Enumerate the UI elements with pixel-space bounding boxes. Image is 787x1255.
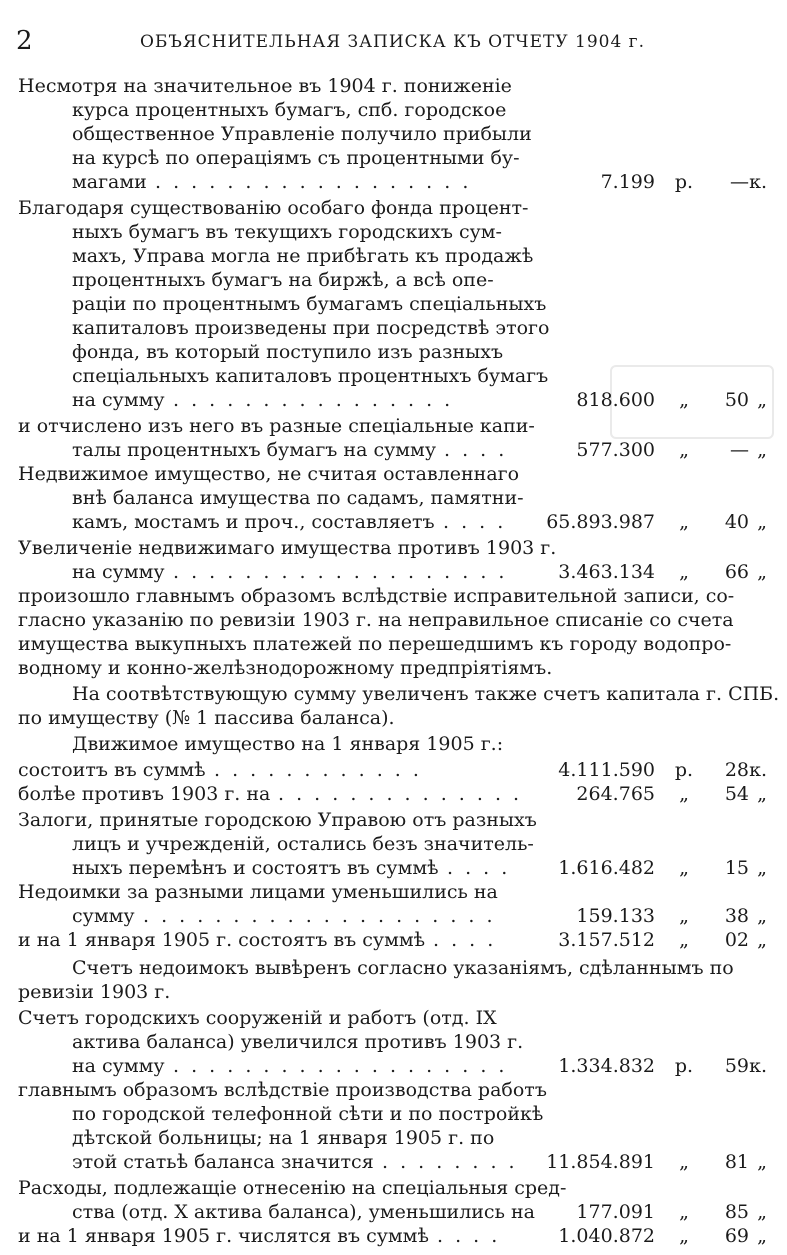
line-text: Движимое имущество на 1 января 1905 г.: [72, 733, 504, 755]
line-text: внѣ баланса имущества по садамъ, памятни- [72, 487, 524, 509]
line-text: махъ, Управа могла не прибѣгать къ продажѣ [72, 245, 534, 267]
text-line [0, 462, 787, 486]
line-text: на сумму [72, 1055, 165, 1077]
line-text: Расходы, подлежащіе отнесенію на спеціальныя сред- [18, 1177, 567, 1199]
line-text: Залоги, принятые городскою Управою отъ разныхъ [18, 809, 537, 831]
unit-kopecks: к. [749, 759, 767, 781]
text-line [0, 388, 787, 412]
text-line [0, 1054, 787, 1078]
amount-kopecks: 50 [724, 389, 749, 411]
amount-rubles: 3.463.134 [558, 561, 655, 583]
line-text: ныхъ бумагъ въ текущихъ городскихъ сум- [72, 221, 502, 243]
text-line [0, 292, 787, 316]
text-line [0, 196, 787, 220]
text-line [0, 928, 787, 952]
unit-rubles: „ [679, 389, 689, 411]
text-line [0, 980, 787, 1004]
text-line [0, 414, 787, 438]
line-text: водному и конно-желѣзнодорожному предпріятіямъ. [18, 657, 553, 679]
line-text: ныхъ перемѣнъ и состоятъ въ суммѣ [72, 857, 439, 879]
dot-leader: . . . . [433, 929, 497, 951]
text-line [0, 732, 787, 756]
text-line [0, 146, 787, 170]
text-line [0, 656, 787, 680]
line-text: этой статьѣ баланса значится [72, 1151, 374, 1173]
unit-rubles: „ [679, 511, 689, 533]
line-text: сумму [72, 905, 135, 927]
line-text: по городской телефонной сѣти и по постройкѣ [72, 1103, 544, 1125]
line-text: имущества выкупныхъ платежей по перешедшимъ къ городу водопро- [18, 633, 732, 655]
text-line [0, 904, 787, 928]
unit-rubles: „ [679, 929, 689, 951]
line-text: Увеличеніе недвижимаго имущества противъ 1903 г. [18, 537, 557, 559]
dot-leader: . . . . . . . . . . . . . . . . [173, 389, 454, 411]
line-text: камъ, мостамъ и проч., составляетъ [72, 511, 435, 533]
text-line [0, 1176, 787, 1200]
text-line [0, 486, 787, 510]
unit-rubles: „ [679, 439, 689, 461]
text-line [0, 74, 787, 98]
amount-rubles: 4.111.590 [558, 759, 655, 781]
amount-kopecks: 54 [724, 783, 749, 805]
line-text: на сумму [72, 389, 165, 411]
unit-rubles: „ [679, 783, 689, 805]
line-text: и отчислено изъ него въ разные спеціальные капи- [18, 415, 535, 437]
line-text: магами [72, 171, 147, 193]
dot-leader: . . . . . . . . . . . . . . [278, 783, 523, 805]
dot-leader: . . . . . . . . . . . . . . . . . . [155, 171, 472, 193]
page-number: 2 [16, 26, 33, 56]
amount-rubles: 577.300 [576, 439, 655, 461]
text-line [0, 782, 787, 806]
text-line [0, 682, 787, 706]
line-text: дѣтской больницы; на 1 января 1905 г. по [72, 1127, 495, 1149]
line-text: талы процентныхъ бумагъ на сумму [72, 439, 436, 461]
text-line [0, 1030, 787, 1054]
amount-rubles: 3.157.512 [558, 929, 655, 951]
amount-kopecks: 38 [724, 905, 749, 927]
unit-kopecks: „ [757, 561, 767, 583]
line-text: главнымъ образомъ вслѣдствіе производства работъ [18, 1079, 547, 1101]
line-text: капиталовъ произведены при посредствѣ этого [72, 317, 550, 339]
unit-rubles: „ [679, 561, 689, 583]
unit-kopecks: „ [757, 905, 767, 927]
text-line [0, 122, 787, 146]
amount-kopecks: 40 [724, 511, 749, 533]
unit-rubles: „ [679, 857, 689, 879]
text-line [0, 510, 787, 534]
text-line [0, 880, 787, 904]
text-line [0, 316, 787, 340]
unit-kopecks: „ [757, 511, 767, 533]
amount-rubles: 818.600 [576, 389, 655, 411]
line-text: ревизіи 1903 г. [18, 981, 171, 1003]
amount-kopecks: — [730, 171, 749, 193]
unit-rubles: р. [674, 759, 694, 781]
line-text: по имуществу (№ 1 пассива баланса). [18, 707, 395, 729]
text-line [0, 1224, 787, 1248]
amount-kopecks: 59 [724, 1055, 749, 1077]
text-line [0, 1078, 787, 1102]
amount-rubles: 65.893.987 [546, 511, 655, 533]
text-line [0, 956, 787, 980]
dot-leader: . . . . [437, 1225, 501, 1247]
line-text: болѣе противъ 1903 г. на [18, 783, 271, 805]
line-text: гласно указанію по ревизіи 1903 г. на неправильное списаніе со счета [18, 609, 734, 631]
text-line [0, 340, 787, 364]
text-line [0, 1150, 787, 1174]
text-line [0, 832, 787, 856]
amount-rubles: 1.616.482 [558, 857, 655, 879]
unit-rubles: „ [679, 1225, 689, 1247]
amount-kopecks: 28 [724, 759, 749, 781]
amount-kopecks: 02 [724, 929, 749, 951]
line-text: и на 1 января 1905 г. числятся въ суммѣ [18, 1225, 429, 1247]
unit-rubles: р. [674, 1055, 694, 1077]
text-line [0, 98, 787, 122]
amount-kopecks: 81 [724, 1151, 749, 1173]
text-line [0, 706, 787, 730]
line-text: процентныхъ бумагъ на биржѣ, а всѣ опе- [72, 269, 494, 291]
amount-rubles: 264.765 [576, 783, 655, 805]
amount-rubles: 159.133 [576, 905, 655, 927]
amount-kopecks: 69 [724, 1225, 749, 1247]
text-line [0, 268, 787, 292]
text-line [0, 632, 787, 656]
amount-kopecks: 85 [724, 1201, 749, 1223]
line-text: Недоимки за разными лицами уменьшились на [18, 881, 498, 903]
amount-rubles: 1.334.832 [558, 1055, 655, 1077]
unit-kopecks: „ [757, 389, 767, 411]
dot-leader: . . . . [444, 439, 508, 461]
line-text: курса процентныхъ бумагъ, спб. городское [72, 99, 507, 121]
dot-leader: . . . . [447, 857, 511, 879]
unit-rubles: р. [674, 171, 694, 193]
line-text: состоитъ въ суммѣ [18, 759, 206, 781]
dot-leader: . . . . . . . . . . . . [214, 759, 422, 781]
line-text: На соотвѣтствующую сумму увеличенъ также счетъ капитала г. СПБ. [72, 683, 780, 705]
unit-kopecks: „ [757, 1225, 767, 1247]
line-text: на курсѣ по операціямъ съ процентными бу- [72, 147, 520, 169]
dot-leader: . . . . . . . . . . . . . . . . . . . [173, 1055, 508, 1077]
unit-kopecks: „ [757, 1201, 767, 1223]
unit-kopecks: „ [757, 439, 767, 461]
line-text: лицъ и учрежденій, остались безъ значитель- [72, 833, 534, 855]
text-line [0, 438, 787, 462]
unit-kopecks: „ [757, 783, 767, 805]
line-text: Благодаря существованію особаго фонда процент- [18, 197, 529, 219]
dot-leader: . . . . [443, 511, 507, 533]
unit-kopecks: „ [757, 1151, 767, 1173]
unit-kopecks: к. [749, 171, 767, 193]
text-line [0, 856, 787, 880]
running-title: ОБЪЯСНИТЕЛЬНАЯ ЗАПИСКА КЪ ОТЧЕТУ 1904 г. [139, 32, 645, 52]
text-line [0, 244, 787, 268]
text-line [0, 1102, 787, 1126]
text-line [0, 1126, 787, 1150]
line-text: общественное Управленіе получило прибыли [72, 123, 532, 145]
amount-kopecks: 66 [724, 561, 749, 583]
line-text: на сумму [72, 561, 165, 583]
amount-rubles: 1.040.872 [558, 1225, 655, 1247]
line-text: спеціальныхъ капиталовъ процентныхъ бумагъ [72, 365, 549, 387]
text-line [0, 758, 787, 782]
unit-kopecks: к. [749, 1055, 767, 1077]
text-line [0, 808, 787, 832]
text-line [0, 608, 787, 632]
text-line [0, 220, 787, 244]
unit-rubles: „ [679, 1151, 689, 1173]
dot-leader: . . . . . . . . . . . . . . . . . . . [173, 561, 508, 583]
line-text: фонда, въ который поступило изъ разныхъ [72, 341, 504, 363]
line-text: раціи по процентнымъ бумагамъ спеціальныхъ [72, 293, 547, 315]
line-text: произошло главнымъ образомъ вслѣдствіе исправительной записи, со- [18, 585, 735, 607]
text-line [0, 560, 787, 584]
line-text: ства (отд. X актива баланса), уменьшились на [72, 1201, 535, 1223]
amount-kopecks: 15 [724, 857, 749, 879]
line-text: актива баланса) увеличился противъ 1903 г. [72, 1031, 524, 1053]
text-line [0, 1006, 787, 1030]
amount-rubles: 11.854.891 [546, 1151, 655, 1173]
amount-rubles: 177.091 [576, 1201, 655, 1223]
text-line [0, 536, 787, 560]
text-line [0, 584, 787, 608]
page-header [16, 26, 769, 56]
unit-rubles: „ [679, 1201, 689, 1223]
line-text: и на 1 января 1905 г. состоятъ въ суммѣ [18, 929, 426, 951]
line-text: Счетъ недоимокъ вывѣренъ согласно указаніямъ, сдѣланнымъ по [72, 957, 734, 979]
text-line [0, 170, 787, 194]
amount-rubles: 7.199 [600, 171, 655, 193]
line-text: Недвижимое имущество, не считая оставленнаго [18, 463, 520, 485]
text-line [0, 1200, 787, 1224]
line-text: Несмотря на значительное въ 1904 г. пониженіе [18, 75, 512, 97]
text-line [0, 364, 787, 388]
dot-leader: . . . . . . . . [382, 1151, 518, 1173]
unit-kopecks: „ [757, 857, 767, 879]
dot-leader: . . . . . . . . . . . . . . . . . . . . [143, 905, 496, 927]
unit-kopecks: „ [757, 929, 767, 951]
unit-rubles: „ [679, 905, 689, 927]
line-text: Счетъ городскихъ сооруженій и работъ (отд. IX [18, 1007, 497, 1029]
amount-kopecks: — [730, 439, 749, 461]
